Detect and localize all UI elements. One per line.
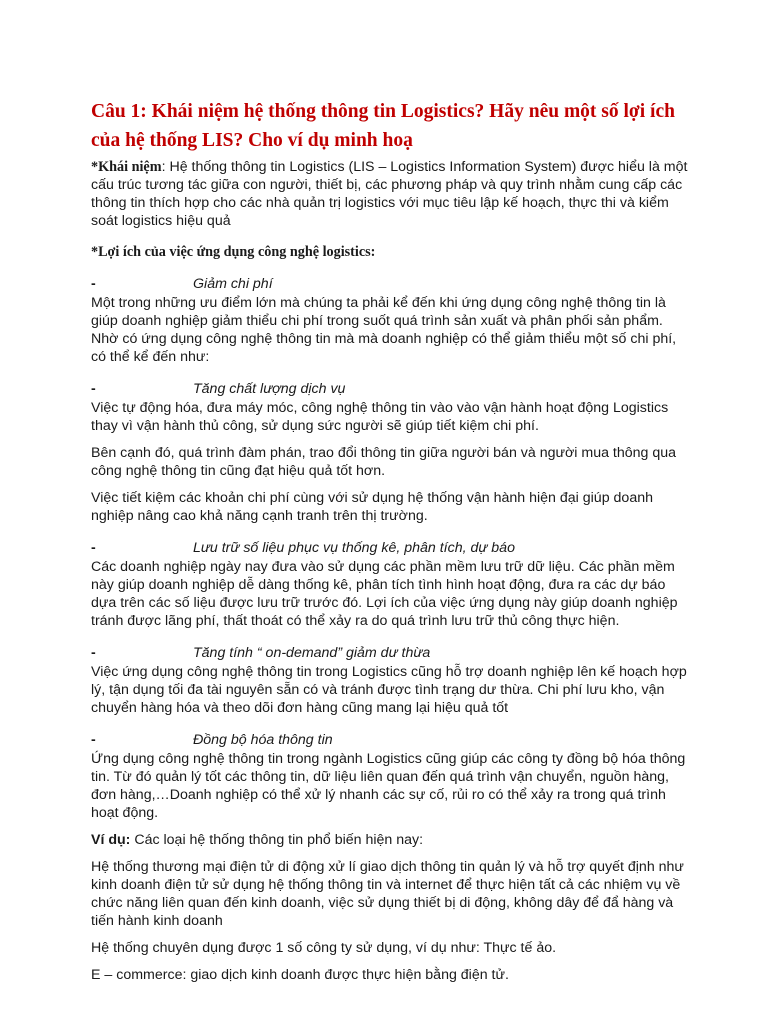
- benefit-title: Giảm chi phí: [193, 276, 273, 292]
- example-intro-text: Các loại hệ thống thông tin phổ biến hiện nay:: [130, 832, 424, 848]
- benefit-title: Lưu trữ số liệu phục vụ thống kê, phân tích, dự báo: [193, 540, 515, 556]
- definition-paragraph: [91, 158, 691, 230]
- example-paragraph: Hệ thống thương mại điện tử di động xử lí giao dịch thông tin quản lý và hỗ trợ quyết định như kinh doanh điện tử sử dụng hệ thống thông tin và internet để thực hiện tất cả các nhiệm vụ về chức năng liên quan đến kinh doanh, việc sử dụng thiết bị di động, không dây để đẩ hàng và tiến hành kinh doanh: [91, 859, 684, 929]
- benefit-heading: [91, 730, 691, 750]
- benefit-title: Đồng bộ hóa thông tin: [193, 732, 333, 748]
- document-body: [91, 97, 691, 984]
- bullet-dash: -: [91, 381, 96, 397]
- benefit-paragraph: Việc tiết kiệm các khoản chi phí cùng với sử dụng hệ thống vận hành hiện đại giúp doanh nghiệp nâng cao khả năng cạnh tranh trên thị trường.: [91, 490, 653, 524]
- bullet-dash: -: [91, 276, 96, 292]
- benefit-heading: [91, 274, 691, 294]
- benefit-heading: [91, 379, 691, 399]
- benefit-paragraph: Việc tự động hóa, đưa máy móc, công nghệ thông tin vào vào vận hành hoạt động Logistics thay vì vận hành thủ công, sử dụng sức người sẽ giúp tiết kiệm chi phí.: [91, 400, 669, 434]
- benefit-paragraph: Bên cạnh đó, quá trình đàm phán, trao đổi thông tin giữa người bán và người mua thông qua công nghệ thông tin cũng đạt hiệu quả tốt hơn.: [91, 445, 677, 479]
- definition-text: : Hệ thống thông tin Logistics (LIS – Logistics Information System) được hiểu là một cấu trúc tương tác giữa con người, thiết bị, các phương pháp và quy trình nhằm cung cấp các thông tin thích hợp cho các nhà quản trị logistics với mục tiêu lập kế hoạch, thực thi và kiểm soát logistics hiệu quả: [91, 159, 688, 229]
- example-paragraph: Hệ thống chuyên dụng được 1 số công ty sử dụng, ví dụ như: Thực tế ảo.: [91, 940, 557, 956]
- bullet-dash: -: [91, 732, 96, 748]
- benefit-paragraph: Một trong những ưu điểm lớn mà chúng ta phải kể đến khi ứng dụng công nghệ thông tin là giúp doanh nghiệp giảm thiểu chi phí trong suốt quá trình sản xuất và phân phối sản phẩm. Nhờ có ứng dụng công nghệ thông tin mà mà doanh nghiệp có thể giảm thiểu một số chi phí, có thể kể đến như:: [91, 295, 677, 365]
- example-label: Ví dụ:: [91, 832, 131, 848]
- benefits-heading: *Lợi ích của việc ứng dụng công nghệ logistics:: [91, 244, 376, 260]
- benefit-paragraph: Các doanh nghiệp ngày nay đưa vào sử dụng các phần mềm lưu trữ dữ liệu. Các phần mềm này giúp doanh nghiệp dễ dàng thống kê, phân tích tình hình hoạt động, đưa ra các dự báo dựa trên các số liệu được lưu trữ trước đó. Lợi ích của việc ứng dụng này giúp doanh nghiệp tránh được lãng phí, thất thoát có thể xảy ra do quá trình lưu trữ thủ công thực hiện.: [91, 559, 678, 629]
- benefit-heading: [91, 643, 691, 663]
- bullet-dash: -: [91, 645, 96, 661]
- example-paragraph: E – commerce: giao dịch kinh doanh được thực hiện bằng điện tử.: [91, 967, 509, 983]
- benefit-paragraph: Ứng dụng công nghệ thông tin trong ngành Logistics cũng giúp các công ty đồng bộ hóa thông tin. Từ đó quản lý tốt các thông tin, dữ liệu liên quan đến quá trình vận chuyển, nguồn hàng, đơn hàng,…Doanh nghiệp có thể xử lý nhanh các sự cố, rủi ro có thể xảy ra trong quá trình hoạt động.: [91, 751, 686, 821]
- benefit-title: Tăng chất lượng dịch vụ: [193, 381, 346, 397]
- bullet-dash: -: [91, 540, 96, 556]
- example-intro: [91, 831, 691, 849]
- benefit-title: Tăng tính “ on-demand” giảm dư thừa: [193, 645, 431, 661]
- question-title: Câu 1: Khái niệm hệ thống thông tin Logistics? Hãy nêu một số lợi ích của hệ thống LIS? Cho ví dụ minh hoạ: [91, 101, 675, 151]
- definition-label: *Khái niệm: [91, 159, 162, 175]
- benefit-paragraph: Việc ứng dụng công nghệ thông tin trong Logistics cũng hỗ trợ doanh nghiệp lên kế hoạch hợp lý, tận dụng tối đa tài nguyên sẵn có và tránh được tình trạng dư thừa. Chi phí lưu kho, vận chuyển hàng hóa và theo dõi đơn hàng cũng mang lại hiệu quả tốt: [91, 664, 687, 716]
- benefit-heading: [91, 538, 691, 558]
